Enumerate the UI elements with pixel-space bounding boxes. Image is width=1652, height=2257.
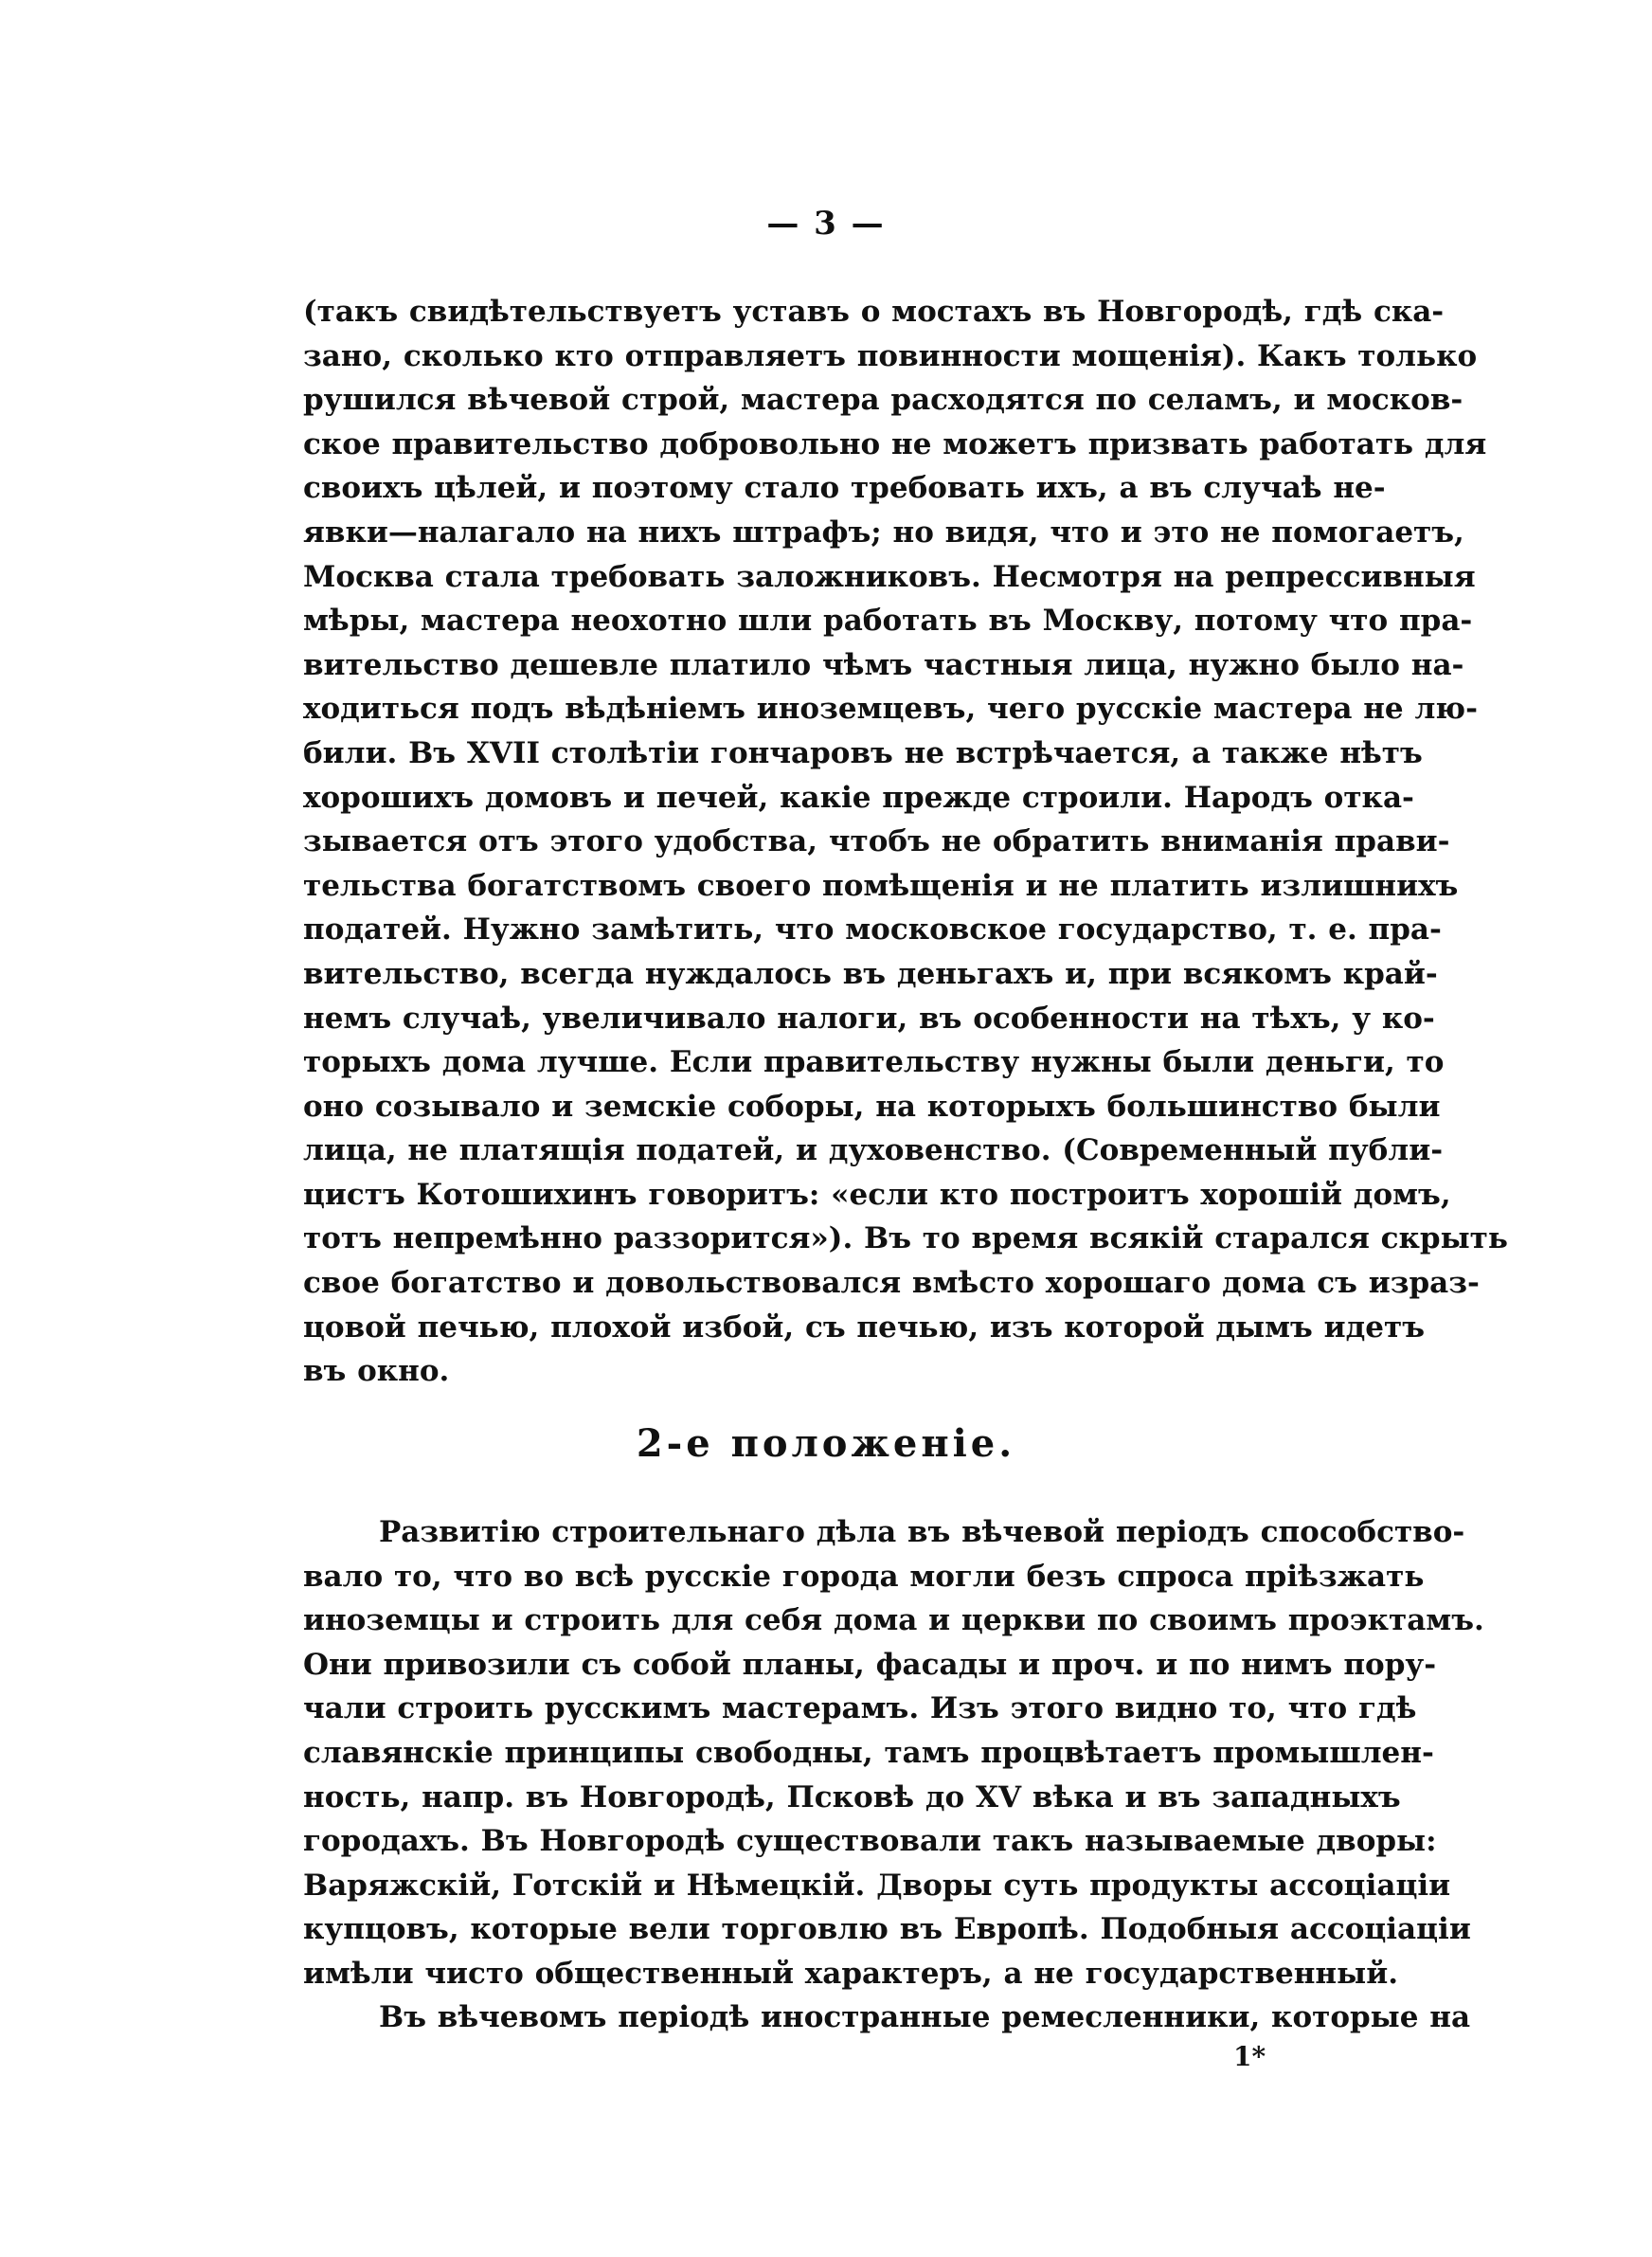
text-line: явки—налагало на нихъ штрафъ; но видя, что и это не помогаетъ,	[303, 515, 1464, 550]
page-number: — 3 —	[766, 205, 886, 243]
text-line: тотъ непремѣнно раззорится»). Въ то время всякій старался скрыть	[303, 1221, 1508, 1256]
text-line: тельства богатствомъ своего помѣщенія и не платить излишнихъ	[303, 868, 1459, 903]
text-line: зывается отъ этого удобства, чтобъ не обратить вниманія прави-	[303, 824, 1450, 859]
text-line: оно созывало и земскіе соборы, на которыхъ большинство были	[303, 1089, 1441, 1124]
text-line: чали строить русскимъ мастерамъ. Изъ этого видно то, что гдѣ	[303, 1691, 1417, 1726]
text-line: зано, сколько кто отправляетъ повинности мощенія). Какъ только	[303, 338, 1478, 373]
text-line: торыхъ дома лучше. Если правительству нужны были деньги, то	[303, 1045, 1445, 1080]
text-line: били. Въ XVII столѣтіи гончаровъ не встрѣчается, а также нѣтъ	[303, 735, 1423, 770]
text-line: свое богатство и довольствовался вмѣсто хорошаго дома съ израз-	[303, 1266, 1480, 1301]
text-line: ское правительство добровольно не можетъ призвать работать для	[303, 426, 1487, 461]
text-line: Москва стала требовать заложниковъ. Несмотря на репрессивныя	[303, 559, 1476, 594]
text-line: лица, не платящія податей, и духовенство. (Современный публи-	[303, 1133, 1444, 1168]
text-line: рушился вѣчевой строй, мастера расходятся по селамъ, и москов-	[303, 383, 1463, 418]
text-line: имѣли чисто общественный характеръ, а не государственный.	[303, 1956, 1398, 1991]
text-line: Въ вѣчевомъ періодѣ иностранные ремесленники, которые на	[379, 2000, 1471, 2034]
text-line: цовой печью, плохой избой, съ печью, изъ которой дымъ идетъ	[303, 1309, 1425, 1345]
signature-mark: 1*	[1233, 2041, 1266, 2072]
text-line: иноземцы и строить для себя дома и церкви по своимъ проэктамъ.	[303, 1603, 1484, 1638]
paragraph-3	[303, 1995, 1471, 2040]
text-line: ходиться подъ вѣдѣніемъ иноземцевъ, чего русскіе мастера не лю-	[303, 692, 1478, 727]
text-line: городахъ. Въ Новгородѣ существовали такъ называемые дворы:	[303, 1824, 1437, 1859]
paragraph-2	[303, 1510, 1484, 1996]
text-line: купцовъ, которые вели торговлю въ Европѣ. Подобныя ассоціаціи	[303, 1912, 1471, 1947]
text-line: славянскіе принципы свободны, тамъ процвѣтаетъ промышлен-	[303, 1735, 1434, 1770]
text-line: вительство дешевле платило чѣмъ частныя лица, нужно было на-	[303, 647, 1464, 682]
text-line: немъ случаѣ, увеличивало налоги, въ особенности на тѣхъ, у ко-	[303, 1001, 1435, 1036]
text-line: (такъ свидѣтельствуетъ уставъ о мостахъ въ Новгородѣ, гдѣ ска-	[303, 295, 1445, 329]
text-line: своихъ цѣлей, и поэтому стало требовать ихъ, а въ случаѣ не-	[303, 471, 1386, 506]
paragraph-1	[303, 290, 1508, 1394]
text-line: вительство, всегда нуждалось въ деньгахъ и, при всякомъ край-	[303, 956, 1438, 991]
section-title: 2-е положеніе.	[636, 1421, 1016, 1466]
text-line: податей. Нужно замѣтить, что московское государство, т. е. пра-	[303, 912, 1442, 948]
text-line: хорошихъ домовъ и печей, какіе прежде строили. Народъ отка-	[303, 780, 1414, 815]
text-line: Они привозили съ собой планы, фасады и проч. и по нимъ пору-	[303, 1647, 1437, 1682]
text-line: Варяжскій, Готскій и Нѣмецкій. Дворы суть продукты ассоціаціи	[303, 1868, 1451, 1903]
text-line: въ окно.	[303, 1354, 450, 1389]
text-line: цистъ Котошихинъ говоритъ: «если кто построитъ хорошій домъ,	[303, 1177, 1451, 1212]
text-line: ность, напр. въ Новгородѣ, Псковѣ до XV вѣка и въ западныхъ	[303, 1779, 1401, 1815]
text-line: Развитію строительнаго дѣла въ вѣчевой періодъ способство-	[379, 1515, 1465, 1549]
text-line: мѣры, мастера неохотно шли работать въ Москву, потому что пра-	[303, 604, 1473, 639]
text-line: вало то, что во всѣ русскіе города могли безъ спроса пріѣзжать	[303, 1559, 1425, 1594]
